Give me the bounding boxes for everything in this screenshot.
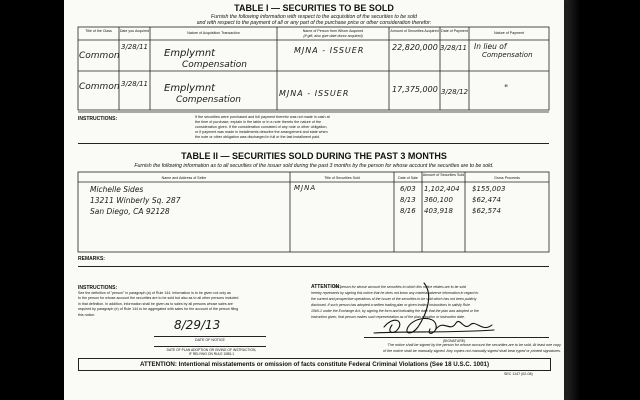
- form-page: [64, 0, 564, 400]
- row2-pay-date: 3/28/12: [441, 88, 468, 96]
- sale-amount: 360,100: [424, 196, 453, 204]
- attention-label: ATTENTION:: [311, 284, 341, 290]
- header-date-sale: Date of Sale: [398, 176, 418, 180]
- sale-proceeds: [472, 184, 505, 217]
- table1-instructions-body: If the securities were purchased and full payment therefor was not made in cash at the time of purchase, explain in the table or in a note thereto the nature of the consideration given. If the consideration consisted of any note or other obligation, or if payment was made in installments describe the arrangement and state when the note or other obligation was discharged in full or the last installment paid.: [195, 115, 330, 140]
- plan-date-line: [154, 346, 266, 347]
- header-date-acquired: Date you Acquired: [119, 29, 150, 33]
- table1-title: TABLE I — SECURITIES TO BE SOLD: [234, 3, 394, 13]
- sale-proceed: $62,574: [472, 207, 501, 215]
- header-proceeds: Gross Proceeds: [494, 176, 520, 180]
- header-title-sold: Title of Securities Sold: [324, 176, 360, 180]
- federal-warning-box: [78, 358, 551, 371]
- table2-grid: [64, 0, 564, 260]
- row1-date: 3/28/11: [121, 43, 148, 51]
- seller-address: [90, 184, 180, 217]
- signature-label: (SIGNATURE): [442, 339, 466, 343]
- sale-date: 8/16: [400, 207, 416, 215]
- plan-label-2: IF RELYING ON RULE 10B5-1: [188, 352, 235, 356]
- table1-instructions-1: Furnish the following information with respect to the acquisition of the securities to be sold: [211, 14, 417, 20]
- row2-amount: 17,375,000: [392, 85, 438, 94]
- row1-amount: 22,820,000: [392, 43, 438, 52]
- row1-class: Common: [79, 51, 120, 61]
- row2-from: MJNA - ISSUER: [279, 89, 350, 98]
- row1-payment-1: In lieu of: [474, 42, 507, 51]
- table2-title: TABLE II — SECURITIES SOLD DURING THE PAST 3 MONTHS: [181, 151, 447, 161]
- form-number: SEC 1147 (02-08): [504, 372, 533, 376]
- footer-instructions-label: INSTRUCTIONS:: [78, 285, 118, 291]
- row2-nature-2: Compensation: [176, 95, 241, 105]
- sale-proceed: $62,474: [472, 196, 501, 204]
- footer-instructions-body: See the definition of "person" in paragraph (a) of Rule 144. Information is to be given not only as to the person for whose account the securities are to be sold but also as to all other persons included in that definition. In addition, information shall be given as to sales by all persons whose sales are required by paragraph (e) of Rule 144 to be aggregated with sales for the account of the person filing this notice.: [78, 291, 239, 317]
- row2-class: Common: [79, 82, 120, 92]
- sale-amounts: [424, 184, 460, 217]
- row1-nature-2: Compensation: [182, 60, 247, 70]
- row2-nature-1: Emplymnt: [164, 83, 216, 94]
- manual-sign-note: The notice shall be signed by the person for whose account the securities are to be sold. At least one copy of the notice shall be manually signed. Any copies not manually signed shall bear typed or printed signatures.: [383, 343, 561, 353]
- sale-dates: [400, 184, 416, 217]
- page-shadow-edge: [564, 0, 580, 400]
- row1-from: MJNA - ISSUER: [294, 46, 365, 55]
- header-nature: Nature of Acquisition Transaction: [187, 31, 240, 35]
- seller-city: San Diego, CA 92128: [90, 207, 170, 216]
- signature-line: [364, 337, 549, 338]
- header-class: Title of the Class: [85, 29, 112, 33]
- sale-date: 6/03: [400, 185, 416, 193]
- header-seller: Name and Address of Seller: [161, 176, 207, 180]
- sale-date: 8/13: [400, 196, 416, 204]
- row2-date: 3/28/11: [121, 80, 148, 88]
- table1-instructions-label: INSTRUCTIONS:: [78, 116, 118, 122]
- table1-instructions-2: and with respect to the payment of all or any part of the purchase price or other consideration therefor:: [196, 20, 432, 26]
- row2-payment-1: ": [504, 84, 509, 94]
- remarks-label: REMARKS:: [78, 256, 105, 262]
- notice-date: 8/29/13: [174, 318, 221, 332]
- divider: [78, 266, 549, 267]
- seller-name: Michelle Sides: [90, 185, 144, 194]
- header-date-payment: Date of Payment: [441, 29, 468, 33]
- date-of-notice-label: DATE OF NOTICE: [195, 338, 225, 342]
- header-amount: Amount of Securities Acquired: [390, 29, 439, 33]
- plan-label-1: DATE OF PLAN ADOPTION OR GIVING OF INSTRUCTION,: [166, 348, 257, 352]
- row1-payment-2: Compensation: [482, 51, 533, 59]
- header-amount-sold: Amount of Securities Sold: [422, 173, 465, 177]
- seller-street: 13211 Winberly Sq. 287: [90, 196, 181, 205]
- row1-pay-date: 3/28/11: [440, 44, 467, 52]
- sale-amount: 403,918: [424, 207, 453, 215]
- table2-instructions: Furnish the following information as to all securities of the issuer sold during the past 3 months by the person for whose account the securities are to be sold.: [134, 163, 494, 169]
- notice-date-line: [154, 336, 266, 337]
- federal-warning: ATTENTION: Intentional misstatements or omission of facts constitute Federal Criminal Violations (See 18 U.S.C. 1001): [139, 361, 490, 368]
- header-from-whom-note: (If gift, also give date donor acquired): [303, 34, 363, 38]
- attention-body: The person for whose account the securities to which this notice relates are to be sold hereby represents by signing this notice that he does not know any material adverse information in regard to the current and prospective operations of the Issuer of the securities to be sold which has not been publicly disclosed. If such person has adopted a written trading plan or given trading instructions to satisfy Rule 10b5-1 under the Exchange Act, by signing the form and indicating the date that the plan was adopted or the instruction given, that person makes such representation as of the plan adoption or instruction date.: [311, 285, 479, 319]
- sale-proceed: $155,003: [472, 185, 506, 193]
- header-nature-payment: Nature of Payment: [494, 31, 524, 35]
- header-from-whom: Name of Person from Whom Acquired: [302, 29, 364, 33]
- row1-nature-1: Emplymnt: [164, 48, 216, 59]
- title-sold: MJNA: [294, 184, 317, 192]
- sale-amount: 1,102,404: [424, 185, 460, 193]
